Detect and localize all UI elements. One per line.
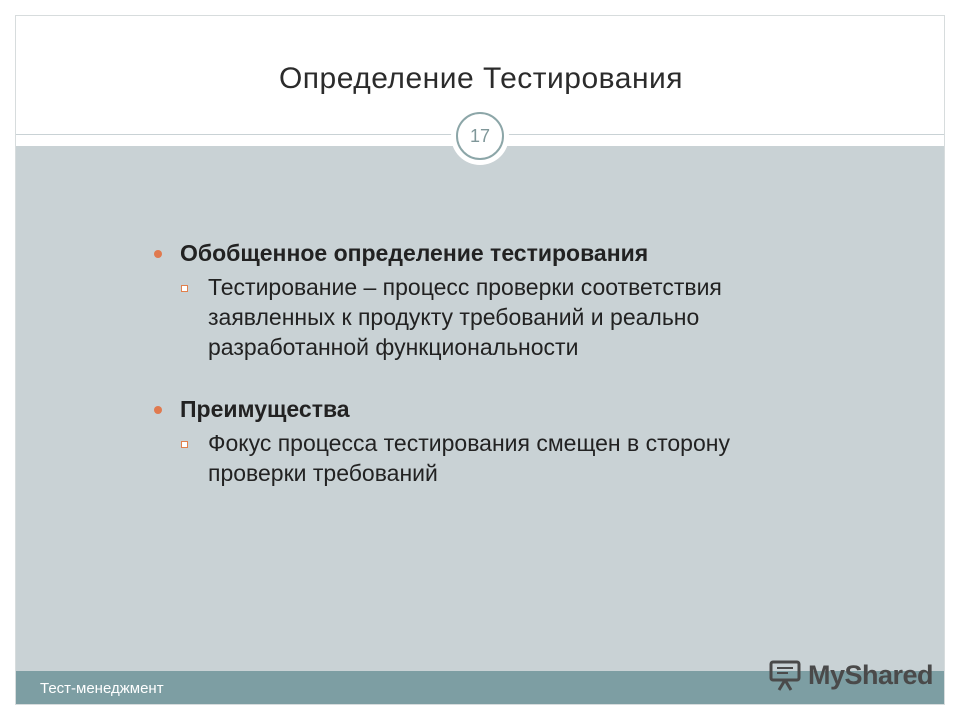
page-number: 17 (456, 112, 504, 160)
sub-bullet-item (208, 428, 790, 488)
page-number-badge (451, 107, 509, 165)
bullet-item (150, 394, 790, 424)
bullet-list (150, 238, 790, 488)
bullet-heading: Обобщенное определение тестирования (180, 240, 649, 266)
bullet-heading: Преимущества (180, 396, 350, 422)
slide-title: Определение Тестирования (278, 62, 684, 95)
sub-bullet-text: Тестирование – процесс проверки соответствия заявленных к продукту требований и реально разработанной функциональности (208, 274, 722, 360)
watermark-logo (768, 658, 934, 694)
sub-bullet-item (208, 272, 790, 362)
watermark-text: MyShared (808, 660, 934, 690)
bullet-item (150, 238, 790, 268)
square-bullet-icon (181, 441, 188, 448)
bullet-dot-icon (154, 406, 162, 414)
footer-text: Тест-менеджмент (40, 680, 164, 697)
presentation-icon (768, 658, 802, 692)
bullet-dot-icon (154, 250, 162, 258)
square-bullet-icon (181, 285, 188, 292)
sub-bullet-text: Фокус процесса тестирования смещен в сторону проверки требований (208, 430, 730, 486)
